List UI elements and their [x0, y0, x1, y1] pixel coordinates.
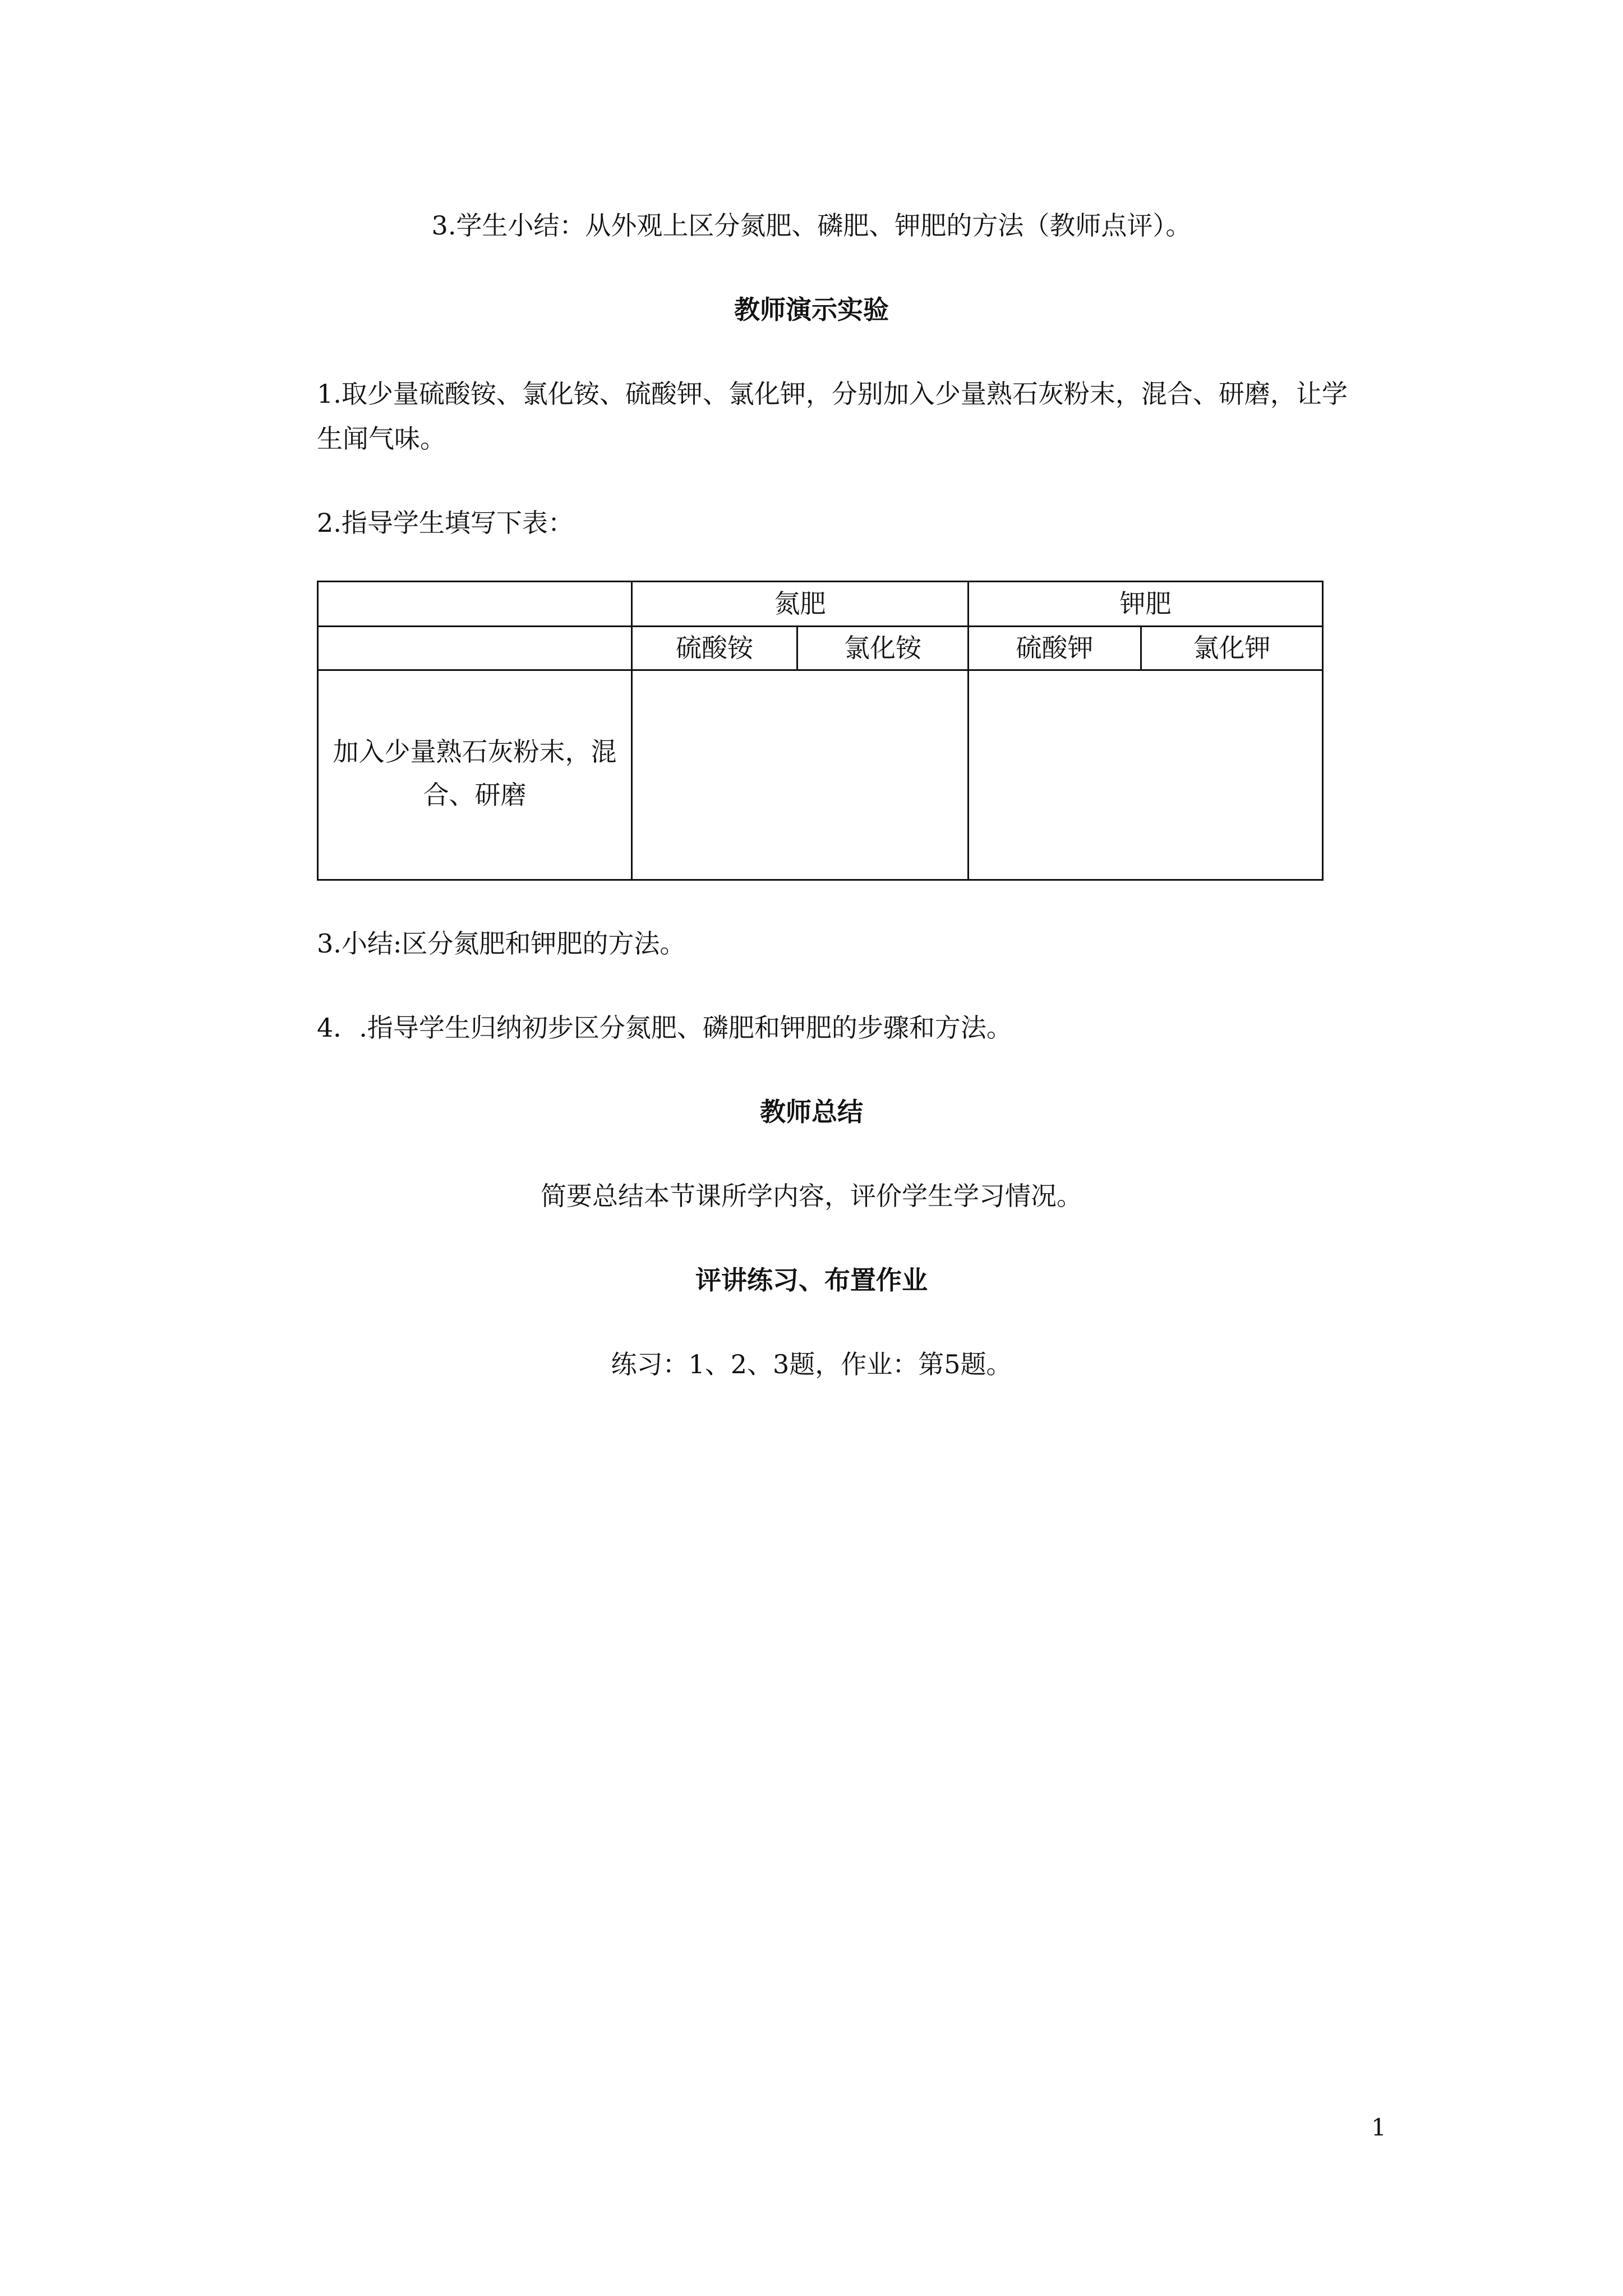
step1-line2: 生闻气味。 [317, 424, 446, 454]
table-hline-1 [319, 625, 1322, 627]
section-heading-demo: 教师演示实验 [734, 295, 889, 325]
table-vline-group [967, 582, 969, 879]
header-potassium-fertilizer: 钾肥 [1119, 588, 1172, 619]
step3-paragraph: 3.小结:区分氮肥和钾肥的方法。 [317, 928, 686, 959]
header-nitrogen-fertilizer: 氮肥 [774, 588, 826, 619]
header-potassium-chloride: 氯化钾 [1193, 633, 1271, 663]
row-label-line1: 加入少量熟石灰粉末，混 [333, 737, 617, 767]
page-number: 1 [1371, 2114, 1386, 2141]
step2-paragraph: 2.指导学生填写下表： [317, 508, 574, 538]
fertilizer-test-table [317, 581, 1324, 881]
summary-text: 简要总结本节课所学内容，评价学生学习情况。 [541, 1181, 1082, 1211]
step1-line1: 1.取少量硫酸铵、氯化铵、硫酸钾、氯化钾，分别加入少量熟石灰粉末，混合、研磨，让学 [317, 379, 1348, 409]
step4-paragraph: 4．.指导学生归纳初步区分氮肥、磷肥和钾肥的步骤和方法。 [317, 1013, 1012, 1043]
row-label-line2: 合、研磨 [423, 780, 527, 810]
header-potassium-sulfate: 硫酸钾 [1016, 633, 1094, 663]
table-hline-2 [319, 669, 1322, 671]
section-heading-summary: 教师总结 [760, 1097, 863, 1127]
table-vline-label [631, 582, 633, 879]
section-heading-exercise: 评讲练习、布置作业 [695, 1265, 928, 1295]
header-ammonium-chloride: 氯化铵 [844, 633, 921, 663]
exercise-text: 练习：1、2、3题，作业：第5题。 [611, 1349, 1012, 1379]
header-ammonium-sulfate: 硫酸铵 [676, 633, 753, 663]
summary-paragraph: 3.学生小结：从外观上区分氮肥、磷肥、钾肥的方法（教师点评）。 [431, 210, 1192, 241]
